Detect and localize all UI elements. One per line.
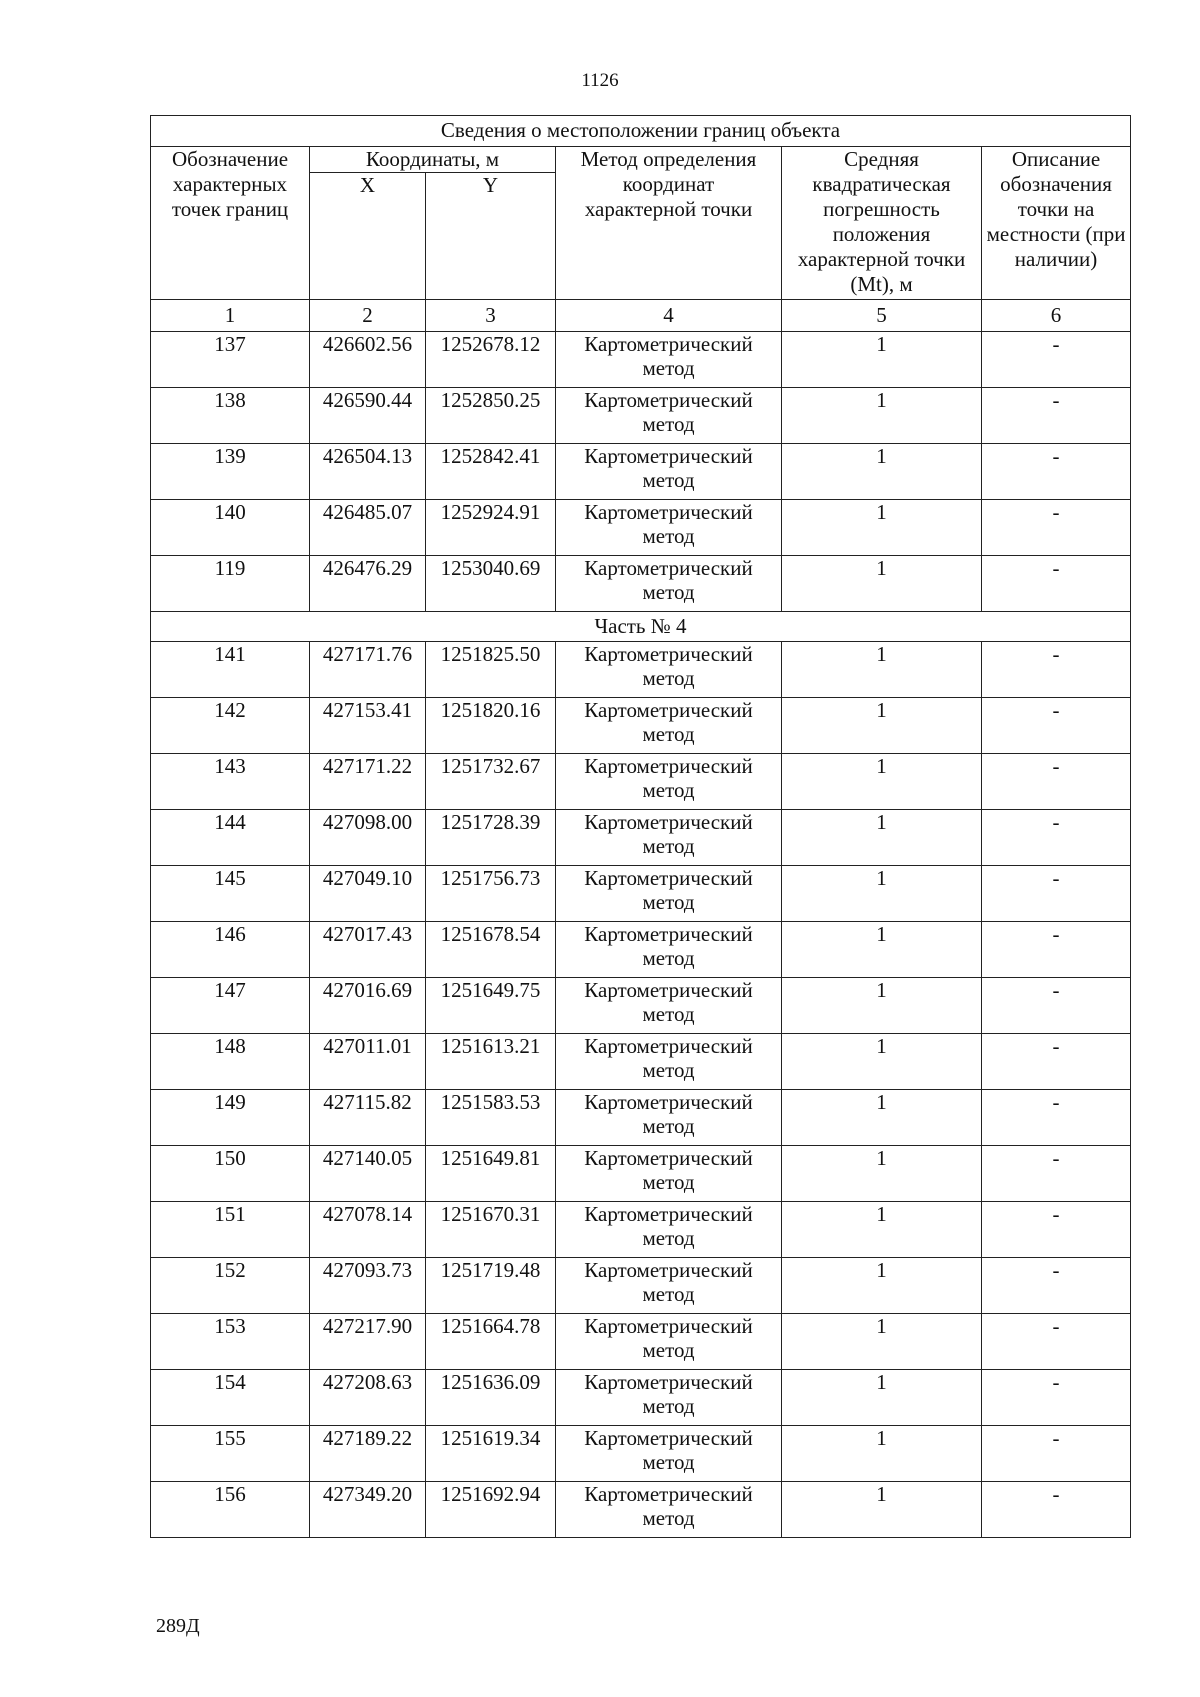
method-line1: Картометрический (584, 1482, 753, 1506)
coord-y-cell: 1251820.16 (426, 698, 556, 754)
table-row (151, 1426, 1131, 1482)
method-line2: метод (642, 1170, 695, 1194)
method-line2: метод (642, 1002, 695, 1026)
method-line1: Картометрический (584, 922, 753, 946)
point-id-cell: 142 (151, 698, 310, 754)
method-cell (556, 978, 782, 1034)
method-line2: метод (642, 1058, 695, 1082)
description-cell: - (982, 1314, 1131, 1370)
method-line1: Картометрический (584, 444, 753, 468)
header-description: Описание обозначения точки на местности (при наличии) (982, 147, 1131, 300)
point-id-cell: 141 (151, 642, 310, 698)
description-cell: - (982, 1258, 1131, 1314)
coord-x-cell: 427093.73 (310, 1258, 426, 1314)
point-id-cell: 139 (151, 444, 310, 500)
coord-x-cell: 427349.20 (310, 1482, 426, 1538)
table-row (151, 978, 1131, 1034)
part-row (151, 612, 1131, 642)
point-id-cell: 149 (151, 1090, 310, 1146)
table-title: Сведения о местоположении границ объекта (151, 116, 1131, 147)
coord-y-cell: 1251619.34 (426, 1426, 556, 1482)
method-cell (556, 922, 782, 978)
mean-error-cell: 1 (782, 556, 982, 612)
coord-y-cell: 1251670.31 (426, 1202, 556, 1258)
description-cell: - (982, 1090, 1131, 1146)
mean-error-cell: 1 (782, 642, 982, 698)
header-y: Y (426, 173, 556, 300)
coord-x-cell: 427208.63 (310, 1370, 426, 1426)
mean-error-cell: 1 (782, 500, 982, 556)
table-row (151, 754, 1131, 810)
coord-y-cell: 1252842.41 (426, 444, 556, 500)
method-line1: Картометрический (584, 388, 753, 412)
page-number: 1126 (581, 70, 619, 91)
point-id-cell: 156 (151, 1482, 310, 1538)
description-cell: - (982, 978, 1131, 1034)
column-number: 3 (426, 300, 556, 332)
table-row (151, 1482, 1131, 1538)
header-x: X (310, 173, 426, 300)
footer-code: 289Д (156, 1615, 200, 1637)
mean-error-cell: 1 (782, 332, 982, 388)
coord-x-cell: 426504.13 (310, 444, 426, 500)
coord-y-cell: 1252850.25 (426, 388, 556, 444)
coord-x-cell: 427078.14 (310, 1202, 426, 1258)
point-id-cell: 155 (151, 1426, 310, 1482)
point-id-cell: 151 (151, 1202, 310, 1258)
column-number-row (151, 300, 1131, 332)
coord-y-cell: 1251728.39 (426, 810, 556, 866)
table-row (151, 642, 1131, 698)
table-row (151, 556, 1131, 612)
method-cell (556, 698, 782, 754)
method-line2: метод (642, 1506, 695, 1530)
point-id-cell: 144 (151, 810, 310, 866)
coord-x-cell: 427011.01 (310, 1034, 426, 1090)
method-line2: метод (642, 356, 695, 380)
point-id-cell: 146 (151, 922, 310, 978)
point-id-cell: 148 (151, 1034, 310, 1090)
header-error: Средняя квадратическая погрешность положения характерной точки (Mt), м (782, 147, 982, 300)
method-cell (556, 1258, 782, 1314)
point-id-cell: 150 (151, 1146, 310, 1202)
description-cell: - (982, 444, 1131, 500)
method-cell (556, 1146, 782, 1202)
description-cell: - (982, 1370, 1131, 1426)
mean-error-cell: 1 (782, 922, 982, 978)
method-line1: Картометрический (584, 1370, 753, 1394)
method-line1: Картометрический (584, 642, 753, 666)
coord-x-cell: 426590.44 (310, 388, 426, 444)
column-number: 1 (151, 300, 310, 332)
mean-error-cell: 1 (782, 754, 982, 810)
coord-y-cell: 1251613.21 (426, 1034, 556, 1090)
part-label: Часть № 4 (151, 612, 1131, 642)
method-line2: метод (642, 1450, 695, 1474)
coord-y-cell: 1251583.53 (426, 1090, 556, 1146)
description-cell: - (982, 1034, 1131, 1090)
coord-x-cell: 427171.22 (310, 754, 426, 810)
method-line2: метод (642, 890, 695, 914)
description-cell: - (982, 866, 1131, 922)
column-number: 4 (556, 300, 782, 332)
header-method: Метод определения координат характерной точки (556, 147, 782, 300)
coord-x-cell: 427153.41 (310, 698, 426, 754)
coord-x-cell: 426476.29 (310, 556, 426, 612)
method-line2: метод (642, 1282, 695, 1306)
table-row (151, 1314, 1131, 1370)
method-cell (556, 556, 782, 612)
description-cell: - (982, 500, 1131, 556)
mean-error-cell: 1 (782, 1426, 982, 1482)
method-cell (556, 642, 782, 698)
description-cell: - (982, 556, 1131, 612)
point-id-cell: 147 (151, 978, 310, 1034)
method-line1: Картометрический (584, 698, 753, 722)
mean-error-cell: 1 (782, 1482, 982, 1538)
coord-y-cell: 1252924.91 (426, 500, 556, 556)
mean-error-cell: 1 (782, 1314, 982, 1370)
method-line2: метод (642, 1226, 695, 1250)
method-line1: Картометрический (584, 1034, 753, 1058)
method-cell (556, 1202, 782, 1258)
point-id-cell: 152 (151, 1258, 310, 1314)
description-cell: - (982, 642, 1131, 698)
description-cell: - (982, 332, 1131, 388)
table-row (151, 810, 1131, 866)
method-cell (556, 1314, 782, 1370)
method-cell (556, 444, 782, 500)
description-cell: - (982, 1146, 1131, 1202)
method-line1: Картометрический (584, 332, 753, 356)
method-line1: Картометрический (584, 1314, 753, 1338)
description-cell: - (982, 1482, 1131, 1538)
method-cell (556, 1426, 782, 1482)
coord-x-cell: 427098.00 (310, 810, 426, 866)
method-line2: метод (642, 524, 695, 548)
point-id-cell: 154 (151, 1370, 310, 1426)
mean-error-cell: 1 (782, 978, 982, 1034)
method-line1: Картометрический (584, 1146, 753, 1170)
mean-error-cell: 1 (782, 866, 982, 922)
method-cell (556, 500, 782, 556)
mean-error-cell: 1 (782, 1202, 982, 1258)
method-cell (556, 388, 782, 444)
coord-x-cell: 427189.22 (310, 1426, 426, 1482)
table-row (151, 698, 1131, 754)
table-row (151, 1090, 1131, 1146)
method-line2: метод (642, 1338, 695, 1362)
method-line1: Картометрический (584, 754, 753, 778)
method-line1: Картометрический (584, 978, 753, 1002)
table-row (151, 1202, 1131, 1258)
point-id-cell: 137 (151, 332, 310, 388)
mean-error-cell: 1 (782, 1258, 982, 1314)
method-cell (556, 1090, 782, 1146)
method-line1: Картометрический (584, 810, 753, 834)
mean-error-cell: 1 (782, 1090, 982, 1146)
table-row (151, 1034, 1131, 1090)
coord-x-cell: 427017.43 (310, 922, 426, 978)
method-line1: Картометрический (584, 1426, 753, 1450)
method-cell (556, 1482, 782, 1538)
method-cell (556, 754, 782, 810)
coord-y-cell: 1251636.09 (426, 1370, 556, 1426)
coord-x-cell: 427016.69 (310, 978, 426, 1034)
method-line2: метод (642, 468, 695, 492)
column-number: 2 (310, 300, 426, 332)
method-line2: метод (642, 722, 695, 746)
description-cell: - (982, 922, 1131, 978)
method-cell (556, 1370, 782, 1426)
method-line2: метод (642, 1114, 695, 1138)
method-line2: метод (642, 412, 695, 436)
coord-y-cell: 1251649.81 (426, 1146, 556, 1202)
boundary-table (150, 115, 1131, 1538)
table-row (151, 500, 1131, 556)
table-row (151, 332, 1131, 388)
coord-x-cell: 427171.76 (310, 642, 426, 698)
method-cell (556, 332, 782, 388)
mean-error-cell: 1 (782, 810, 982, 866)
table-row (151, 1258, 1131, 1314)
table-row (151, 1146, 1131, 1202)
description-cell: - (982, 388, 1131, 444)
method-line1: Картометрический (584, 556, 753, 580)
method-line1: Картометрический (584, 866, 753, 890)
coord-x-cell: 426602.56 (310, 332, 426, 388)
table-row (151, 1370, 1131, 1426)
coord-y-cell: 1251719.48 (426, 1258, 556, 1314)
table-row (151, 866, 1131, 922)
coord-y-cell: 1251692.94 (426, 1482, 556, 1538)
mean-error-cell: 1 (782, 444, 982, 500)
coord-y-cell: 1252678.12 (426, 332, 556, 388)
method-line2: метод (642, 778, 695, 802)
description-cell: - (982, 1426, 1131, 1482)
coord-y-cell: 1253040.69 (426, 556, 556, 612)
coord-x-cell: 427140.05 (310, 1146, 426, 1202)
coord-y-cell: 1251825.50 (426, 642, 556, 698)
column-number: 5 (782, 300, 982, 332)
method-line1: Картометрический (584, 1202, 753, 1226)
method-line1: Картометрический (584, 500, 753, 524)
coord-x-cell: 426485.07 (310, 500, 426, 556)
coord-y-cell: 1251664.78 (426, 1314, 556, 1370)
method-line2: метод (642, 834, 695, 858)
mean-error-cell: 1 (782, 388, 982, 444)
method-line2: метод (642, 946, 695, 970)
coord-y-cell: 1251732.67 (426, 754, 556, 810)
point-id-cell: 145 (151, 866, 310, 922)
coord-y-cell: 1251678.54 (426, 922, 556, 978)
method-line1: Картометрический (584, 1258, 753, 1282)
point-id-cell: 143 (151, 754, 310, 810)
method-line2: метод (642, 666, 695, 690)
column-number: 6 (982, 300, 1131, 332)
mean-error-cell: 1 (782, 1370, 982, 1426)
point-id-cell: 153 (151, 1314, 310, 1370)
method-line2: метод (642, 1394, 695, 1418)
description-cell: - (982, 1202, 1131, 1258)
description-cell: - (982, 754, 1131, 810)
coord-y-cell: 1251649.75 (426, 978, 556, 1034)
coord-y-cell: 1251756.73 (426, 866, 556, 922)
description-cell: - (982, 698, 1131, 754)
mean-error-cell: 1 (782, 1146, 982, 1202)
coord-x-cell: 427217.90 (310, 1314, 426, 1370)
coord-x-cell: 427049.10 (310, 866, 426, 922)
point-id-cell: 119 (151, 556, 310, 612)
point-id-cell: 140 (151, 500, 310, 556)
mean-error-cell: 1 (782, 698, 982, 754)
coord-x-cell: 427115.82 (310, 1090, 426, 1146)
description-cell: - (982, 810, 1131, 866)
point-id-cell: 138 (151, 388, 310, 444)
method-cell (556, 810, 782, 866)
mean-error-cell: 1 (782, 1034, 982, 1090)
method-cell (556, 1034, 782, 1090)
method-line1: Картометрический (584, 1090, 753, 1114)
header-designation: Обозначение характерных точек границ (151, 147, 310, 300)
table-row (151, 922, 1131, 978)
table-row (151, 388, 1131, 444)
table-row (151, 444, 1131, 500)
header-coordinates: Координаты, м (310, 147, 556, 173)
method-line2: метод (642, 580, 695, 604)
method-cell (556, 866, 782, 922)
